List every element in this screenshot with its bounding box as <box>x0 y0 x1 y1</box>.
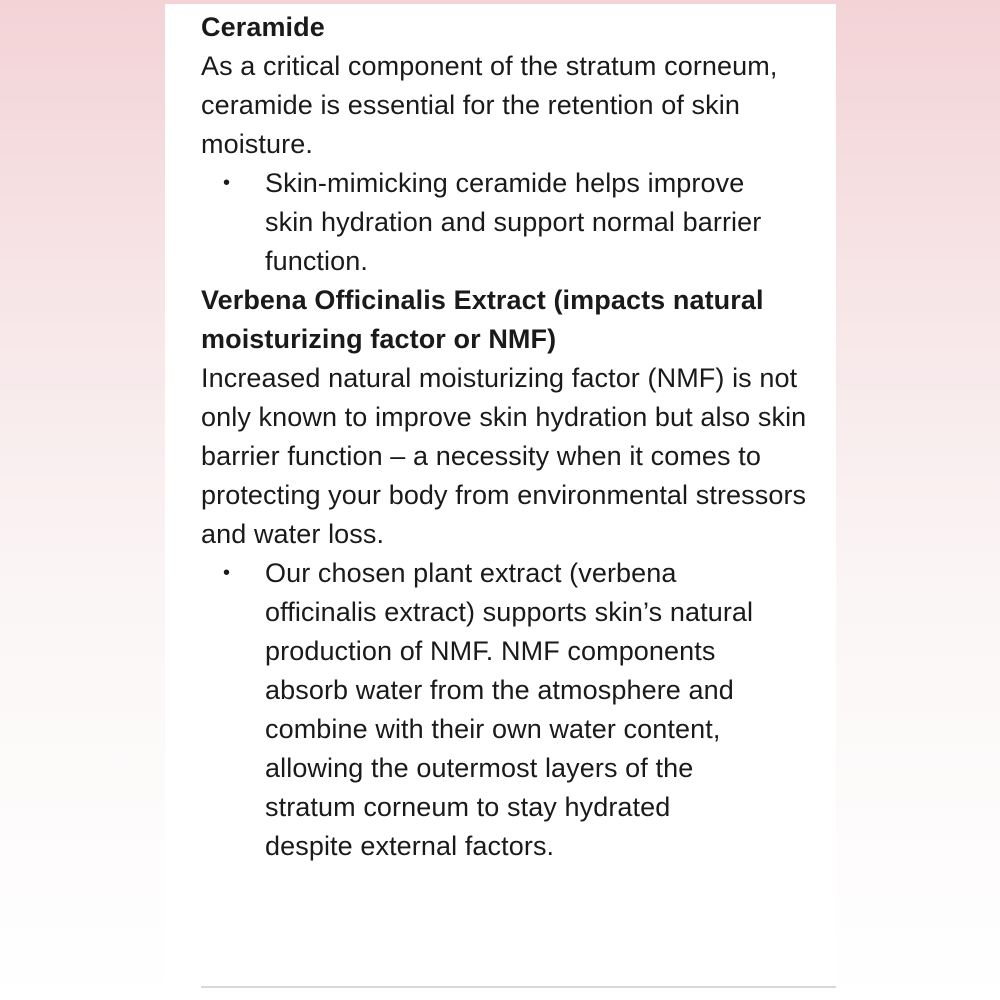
bullet-text: Our chosen plant extract (verbena officinalis extract) supports skin’s natural production of NMF. NMF components absorb water from the atmosphere and combine with their own water content, allowing the outermost layers of the stratum corneum to stay hydrated despite external factors. <box>265 558 754 861</box>
section-body-verbena: Increased natural moisturizing factor (NMF) is not only known to improve skin hydration but also skin barrier function – a necessity when it comes to protecting your body from environmental stressors and water loss. <box>201 363 807 549</box>
list-item <box>201 554 765 866</box>
article-content <box>201 8 811 866</box>
bottom-divider <box>201 986 836 988</box>
section-body-ceramide: As a critical component of the stratum corneum, ceramide is essential for the retention of skin moisture. <box>201 51 778 159</box>
bullet-icon: • <box>223 172 231 194</box>
list-item <box>201 164 765 281</box>
article-card <box>165 4 836 1000</box>
bullet-list-ceramide <box>201 164 811 281</box>
section-heading-verbena: Verbena Officinalis Extract (impacts natural moisturizing factor or NMF) <box>201 285 764 354</box>
bullet-list-verbena <box>201 554 811 866</box>
bullet-icon: • <box>223 562 231 584</box>
section-heading-ceramide: Ceramide <box>201 12 325 42</box>
bullet-text: Skin-mimicking ceramide helps improve skin hydration and support normal barrier function. <box>265 168 762 276</box>
